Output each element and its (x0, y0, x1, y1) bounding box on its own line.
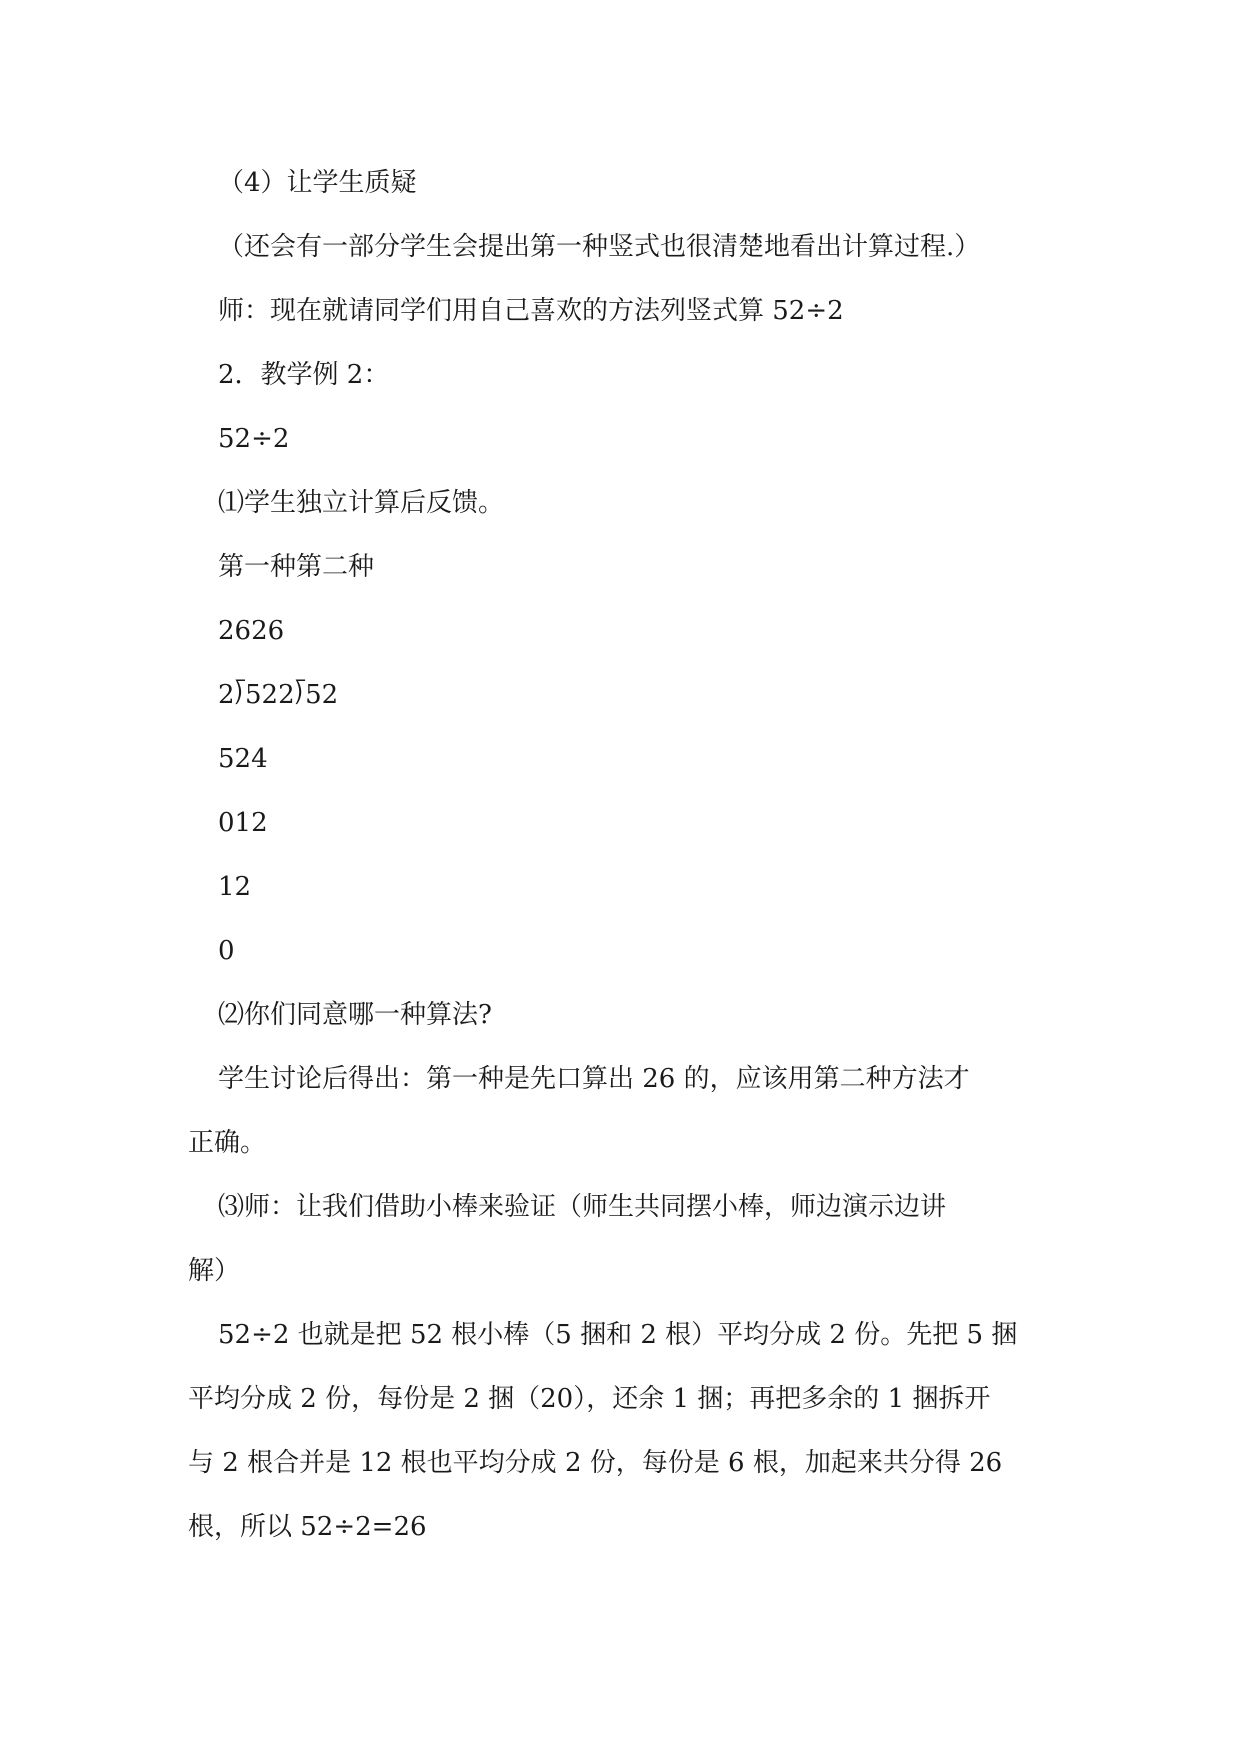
text-line: （还会有一部分学生会提出第一种竖式也很清楚地看出计算过程.） (218, 232, 981, 262)
text-line: ⑶师：让我们借助小棒来验证（师生共同摆小棒，师边演示边讲 (218, 1192, 947, 1222)
text-line: 解） (188, 1256, 241, 1286)
text-line: 平均分成 2 份，每份是 2 捆（20），还余 1 捆；再把多余的 1 捆拆开 (188, 1384, 991, 1414)
text-line: 学生讨论后得出：第一种是先口算出 26 的，应该用第二种方法才 (218, 1064, 970, 1094)
text-line: 12 (218, 872, 252, 902)
text-line: 2626 (218, 616, 285, 646)
text-line: 52÷2 也就是把 52 根小棒（5 捆和 2 根）平均分成 2 份。先把 5 捆 (218, 1320, 1018, 1350)
text-line: 2⟌522⟌52 (218, 680, 339, 710)
text-line: 第一种第二种 (218, 552, 375, 582)
text-line: 52÷2 (218, 424, 290, 454)
text-line: 根，所以 52÷2=26 (188, 1512, 427, 1542)
text-line: 师：现在就请同学们用自己喜欢的方法列竖式算 52÷2 (218, 296, 844, 326)
text-line: ⑵你们同意哪一种算法? (218, 1000, 492, 1030)
text-line: 正确。 (188, 1128, 267, 1158)
text-line: 与 2 根合并是 12 根也平均分成 2 份，每份是 6 根，加起来共分得 26 (188, 1448, 1003, 1478)
text-line: 012 (218, 808, 268, 838)
text-line: ⑴学生独立计算后反馈。 (218, 488, 505, 518)
text-line: （4）让学生质疑 (218, 168, 417, 198)
text-line: 524 (218, 744, 268, 774)
text-line: 2．教学例 2： (218, 360, 390, 390)
text-line: 0 (218, 936, 235, 966)
